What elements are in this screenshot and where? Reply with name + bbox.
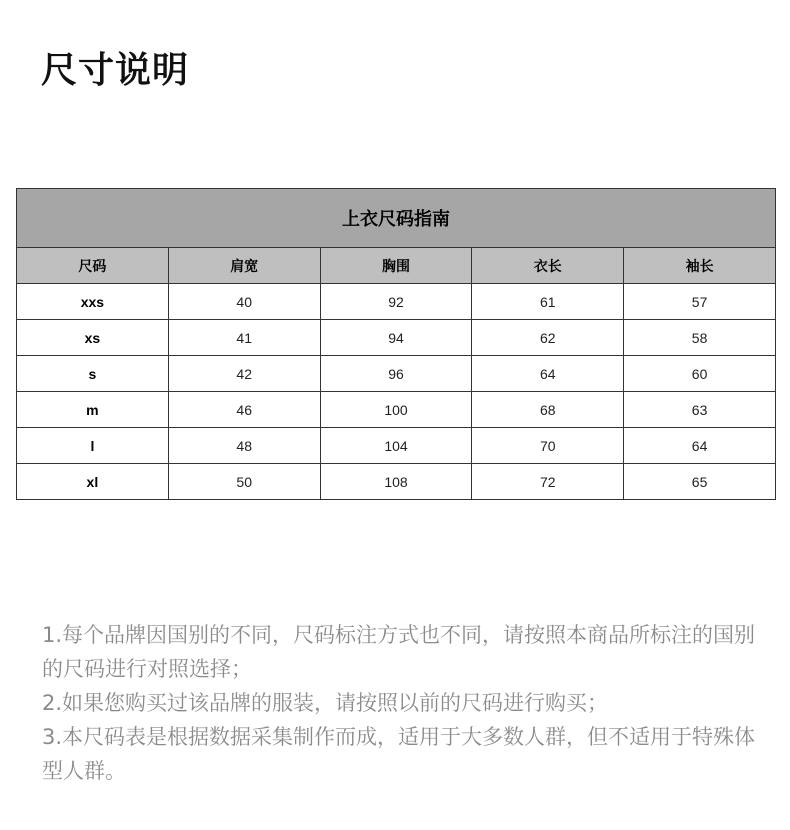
size-notes [42,618,762,788]
cell-chest: 94 [320,320,472,356]
table-row [17,356,776,392]
page-title: 尺寸说明 [41,50,190,91]
table-row [17,428,776,464]
note-item-3: 3.本尺码表是根据数据采集制作而成，适用于大多数人群，但不适用于特殊体型人群。 [42,725,756,783]
table-caption-row [17,189,776,248]
cell-size: xxs [17,284,169,320]
cell-chest: 100 [320,392,472,428]
table-row [17,392,776,428]
cell-shoulder: 46 [168,392,320,428]
cell-chest: 108 [320,464,472,500]
cell-shoulder: 50 [168,464,320,500]
cell-sleeve: 64 [624,428,776,464]
table-row [17,320,776,356]
size-chart-table [16,188,776,500]
cell-length: 62 [472,320,624,356]
cell-chest: 104 [320,428,472,464]
table-row [17,464,776,500]
table-row [17,284,776,320]
cell-length: 61 [472,284,624,320]
cell-sleeve: 60 [624,356,776,392]
column-header-size: 尺码 [17,248,169,284]
cell-sleeve: 65 [624,464,776,500]
cell-size: l [17,428,169,464]
cell-sleeve: 58 [624,320,776,356]
column-header-length: 衣长 [472,248,624,284]
column-header-shoulder: 肩宽 [168,248,320,284]
cell-shoulder: 40 [168,284,320,320]
column-header-sleeve: 袖长 [624,248,776,284]
cell-shoulder: 42 [168,356,320,392]
table-caption: 上衣尺码指南 [17,189,776,248]
cell-sleeve: 57 [624,284,776,320]
cell-length: 70 [472,428,624,464]
cell-shoulder: 41 [168,320,320,356]
note-item-2: 2.如果您购买过该品牌的服装，请按照以前的尺码进行购买； [42,691,609,715]
table-header-row [17,248,776,284]
cell-shoulder: 48 [168,428,320,464]
column-header-chest: 胸围 [320,248,472,284]
cell-length: 68 [472,392,624,428]
note-item-1: 1.每个品牌因国别的不同，尺码标注方式也不同，请按照本商品所标注的国别的尺码进行对照选择； [42,623,756,681]
cell-size: xl [17,464,169,500]
cell-chest: 92 [320,284,472,320]
cell-size: s [17,356,169,392]
cell-length: 64 [472,356,624,392]
cell-length: 72 [472,464,624,500]
cell-chest: 96 [320,356,472,392]
cell-size: m [17,392,169,428]
cell-sleeve: 63 [624,392,776,428]
cell-size: xs [17,320,169,356]
